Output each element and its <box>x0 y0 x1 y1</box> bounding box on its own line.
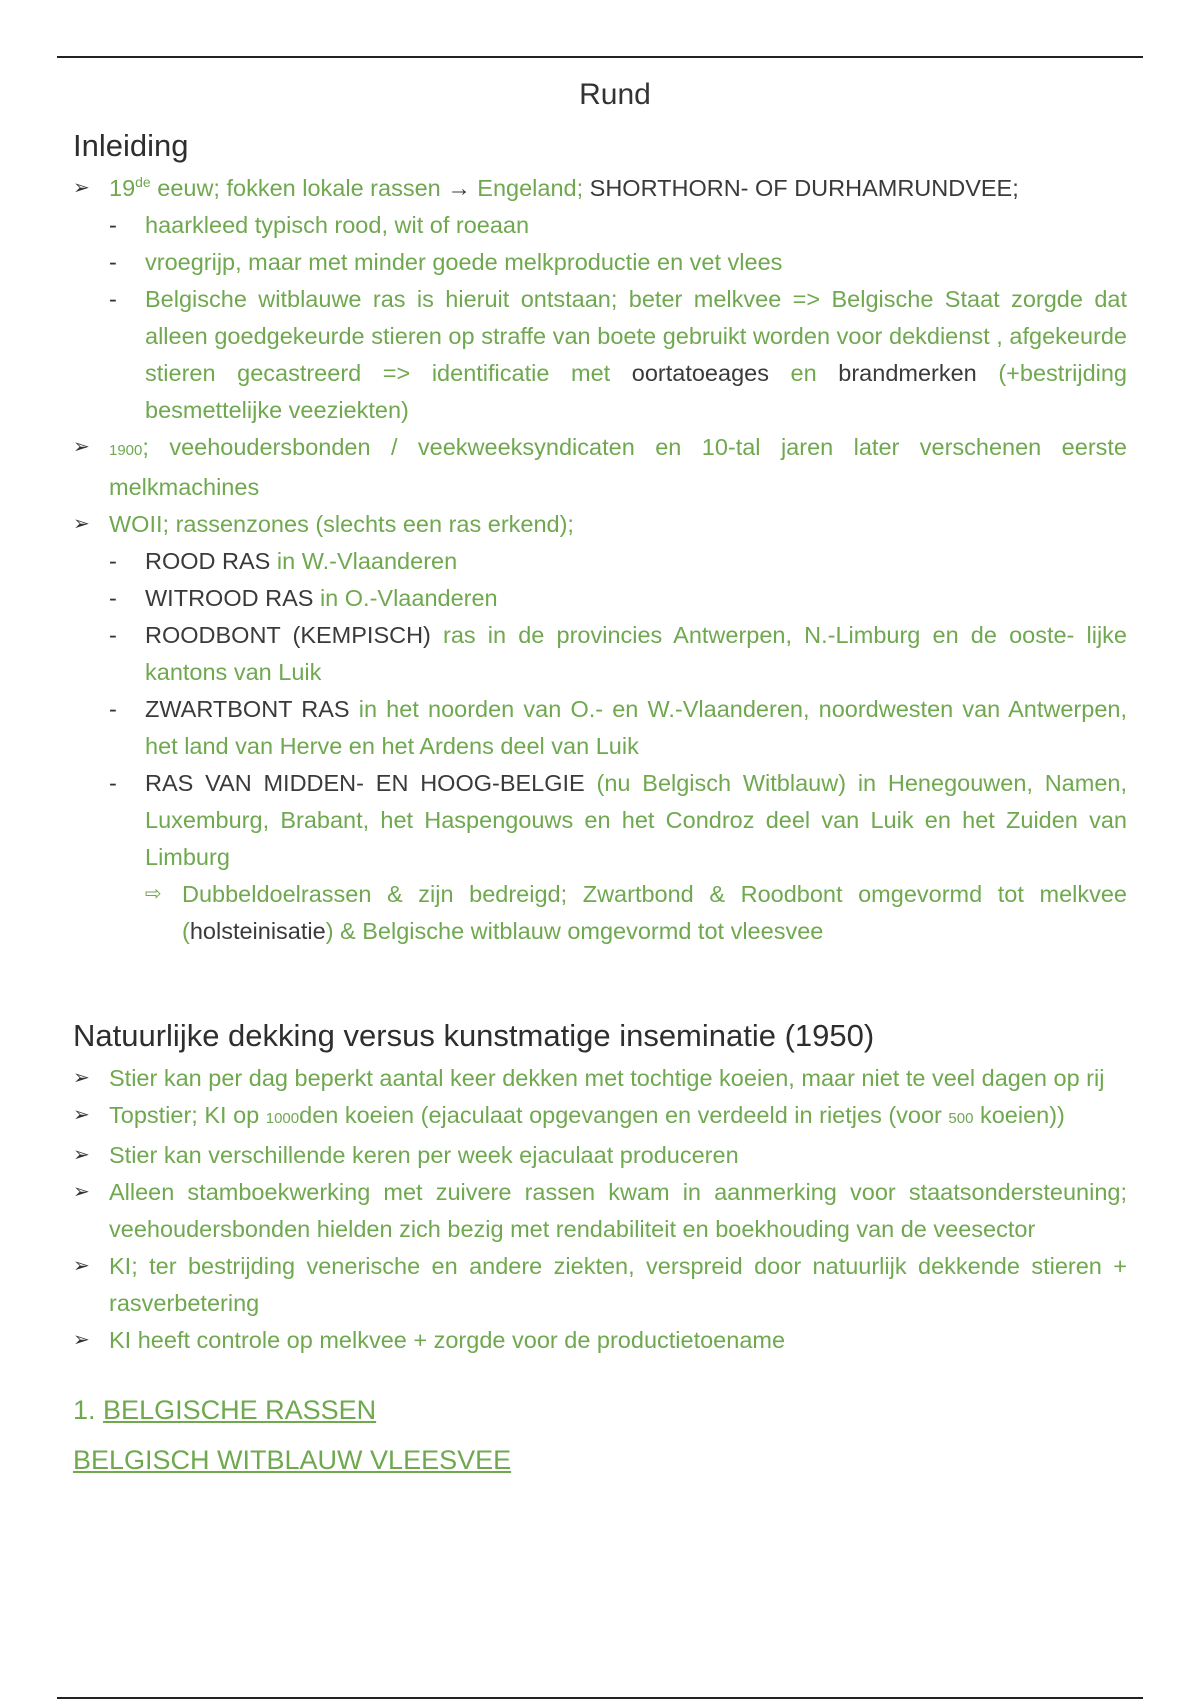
list-item: - vroegrijp, maar met minder goede melkproductie en vet vlees <box>73 244 1127 281</box>
list-item: - Belgische witblauwe ras is hieruit ontstaan; beter melkvee => Belgische Staat zorgde dat alleen goedgekeurde stieren op straffe van boete gebruikt worden voor dekdienst , afgekeurde stieren gecastreerd => identificatie met oortatoeages en brandmerken (+bestrijding besmettelijke veeziekten) <box>73 281 1127 429</box>
dash-icon: - <box>109 548 117 574</box>
bullet-arrow-icon: ➢ <box>73 513 90 535</box>
bullet-arrow-icon: ➢ <box>73 1329 90 1351</box>
bullet-arrow-icon: ➢ <box>73 1067 90 1089</box>
dash-icon: - <box>109 286 117 312</box>
list-item: ➢ Stier kan per dag beperkt aantal keer dekken met tochtige koeien, maar niet te veel dagen op rij <box>73 1060 1127 1097</box>
list-item: ➢ Topstier; KI op 1000den koeien (ejaculaat opgevangen en verdeeld in rietjes (voor 500 koeien)) <box>73 1097 1127 1137</box>
list-item: ➢ 19de eeuw; fokken lokale rassen → Engeland; SHORTHORN- OF DURHAMRUNDVEE; <box>73 170 1127 207</box>
list-item: ➢ Alleen stamboekwerking met zuivere rassen kwam in aanmerking voor staatsondersteuning; veehoudersbonden hielden zich bezig met rendabiliteit en boekhouding van de veesector <box>73 1174 1127 1248</box>
list-item: ➢ WOII; rassenzones (slechts een ras erkend); <box>73 506 1127 543</box>
page-title: Rund <box>579 78 651 111</box>
arrow-right-icon: → <box>447 175 471 201</box>
bullet-arrow-icon: ➢ <box>73 1181 90 1203</box>
list-item: ➢ Stier kan verschillende keren per week ejaculaat produceren <box>73 1137 1127 1174</box>
list-item: - ROOD RAS in W.-Vlaanderen <box>73 543 1127 580</box>
list-item: - WITROOD RAS in O.-Vlaanderen <box>73 580 1127 617</box>
list-item: - ZWARTBONT RAS in het noorden van O.- en W.-Vlaanderen, noordwesten van Antwerpen, het land van Herve en het Ardens deel van Luik <box>73 691 1127 765</box>
bullet-arrow-icon: ➢ <box>73 436 90 458</box>
dash-icon: - <box>109 585 117 611</box>
list-item: - ROODBONT (KEMPISCH) ras in de provincies Antwerpen, N.-Limburg en de ooste- lijke kantons van Luik <box>73 617 1127 691</box>
list-item: - haarkleed typisch rood, wit of roeaan <box>73 207 1127 244</box>
section-1-subheading: BELGISCH WITBLAUW VLEESVEE <box>73 1445 512 1475</box>
hollow-arrow-icon: ⇨ <box>145 883 162 905</box>
list-item: ➢ KI; ter bestrijding venerische en andere ziekten, verspreid door natuurlijk dekkende stieren + rasverbetering <box>73 1248 1127 1322</box>
dash-icon: - <box>109 770 117 796</box>
list-item: - RAS VAN MIDDEN- EN HOOG-BELGIE (nu Belgisch Witblauw) in Henegouwen, Namen, Luxemburg, Brabant, het Haspengouws en het Condroz deel van Luik en het Zuiden van Limburg <box>73 765 1127 876</box>
dash-icon: - <box>109 696 117 722</box>
bottom-rule <box>57 1697 1143 1699</box>
section-heading-inleiding: Inleiding <box>73 128 189 163</box>
bullet-arrow-icon: ➢ <box>73 1255 90 1277</box>
dash-icon: - <box>109 249 117 275</box>
bullet-arrow-icon: ➢ <box>73 177 90 199</box>
top-rule <box>57 56 1143 58</box>
list-item: ⇨ Dubbeldoelrassen & zijn bedreigd; Zwartbond & Roodbont omgevormd tot melkvee (holsteinisatie) & Belgische witblauw omgevormd tot vleesvee <box>73 876 1127 950</box>
bullet-arrow-icon: ➢ <box>73 1104 90 1126</box>
list-item: ➢ KI heeft controle op melkvee + zorgde voor de productietoename <box>73 1322 1127 1359</box>
bullet-arrow-icon: ➢ <box>73 1144 90 1166</box>
list-item: ➢ 1900; veehoudersbonden / veekweeksyndicaten en 10-tal jaren later verschenen eerste melkmachines <box>73 429 1127 506</box>
dash-icon: - <box>109 622 117 648</box>
document-page <box>73 72 1127 1485</box>
section-1-heading: 1. BELGISCHE RASSEN <box>73 1395 377 1425</box>
dash-icon: - <box>109 212 117 238</box>
section-heading-natuurlijk: Natuurlijke dekking versus kunstmatige inseminatie (1950) <box>73 1018 875 1053</box>
